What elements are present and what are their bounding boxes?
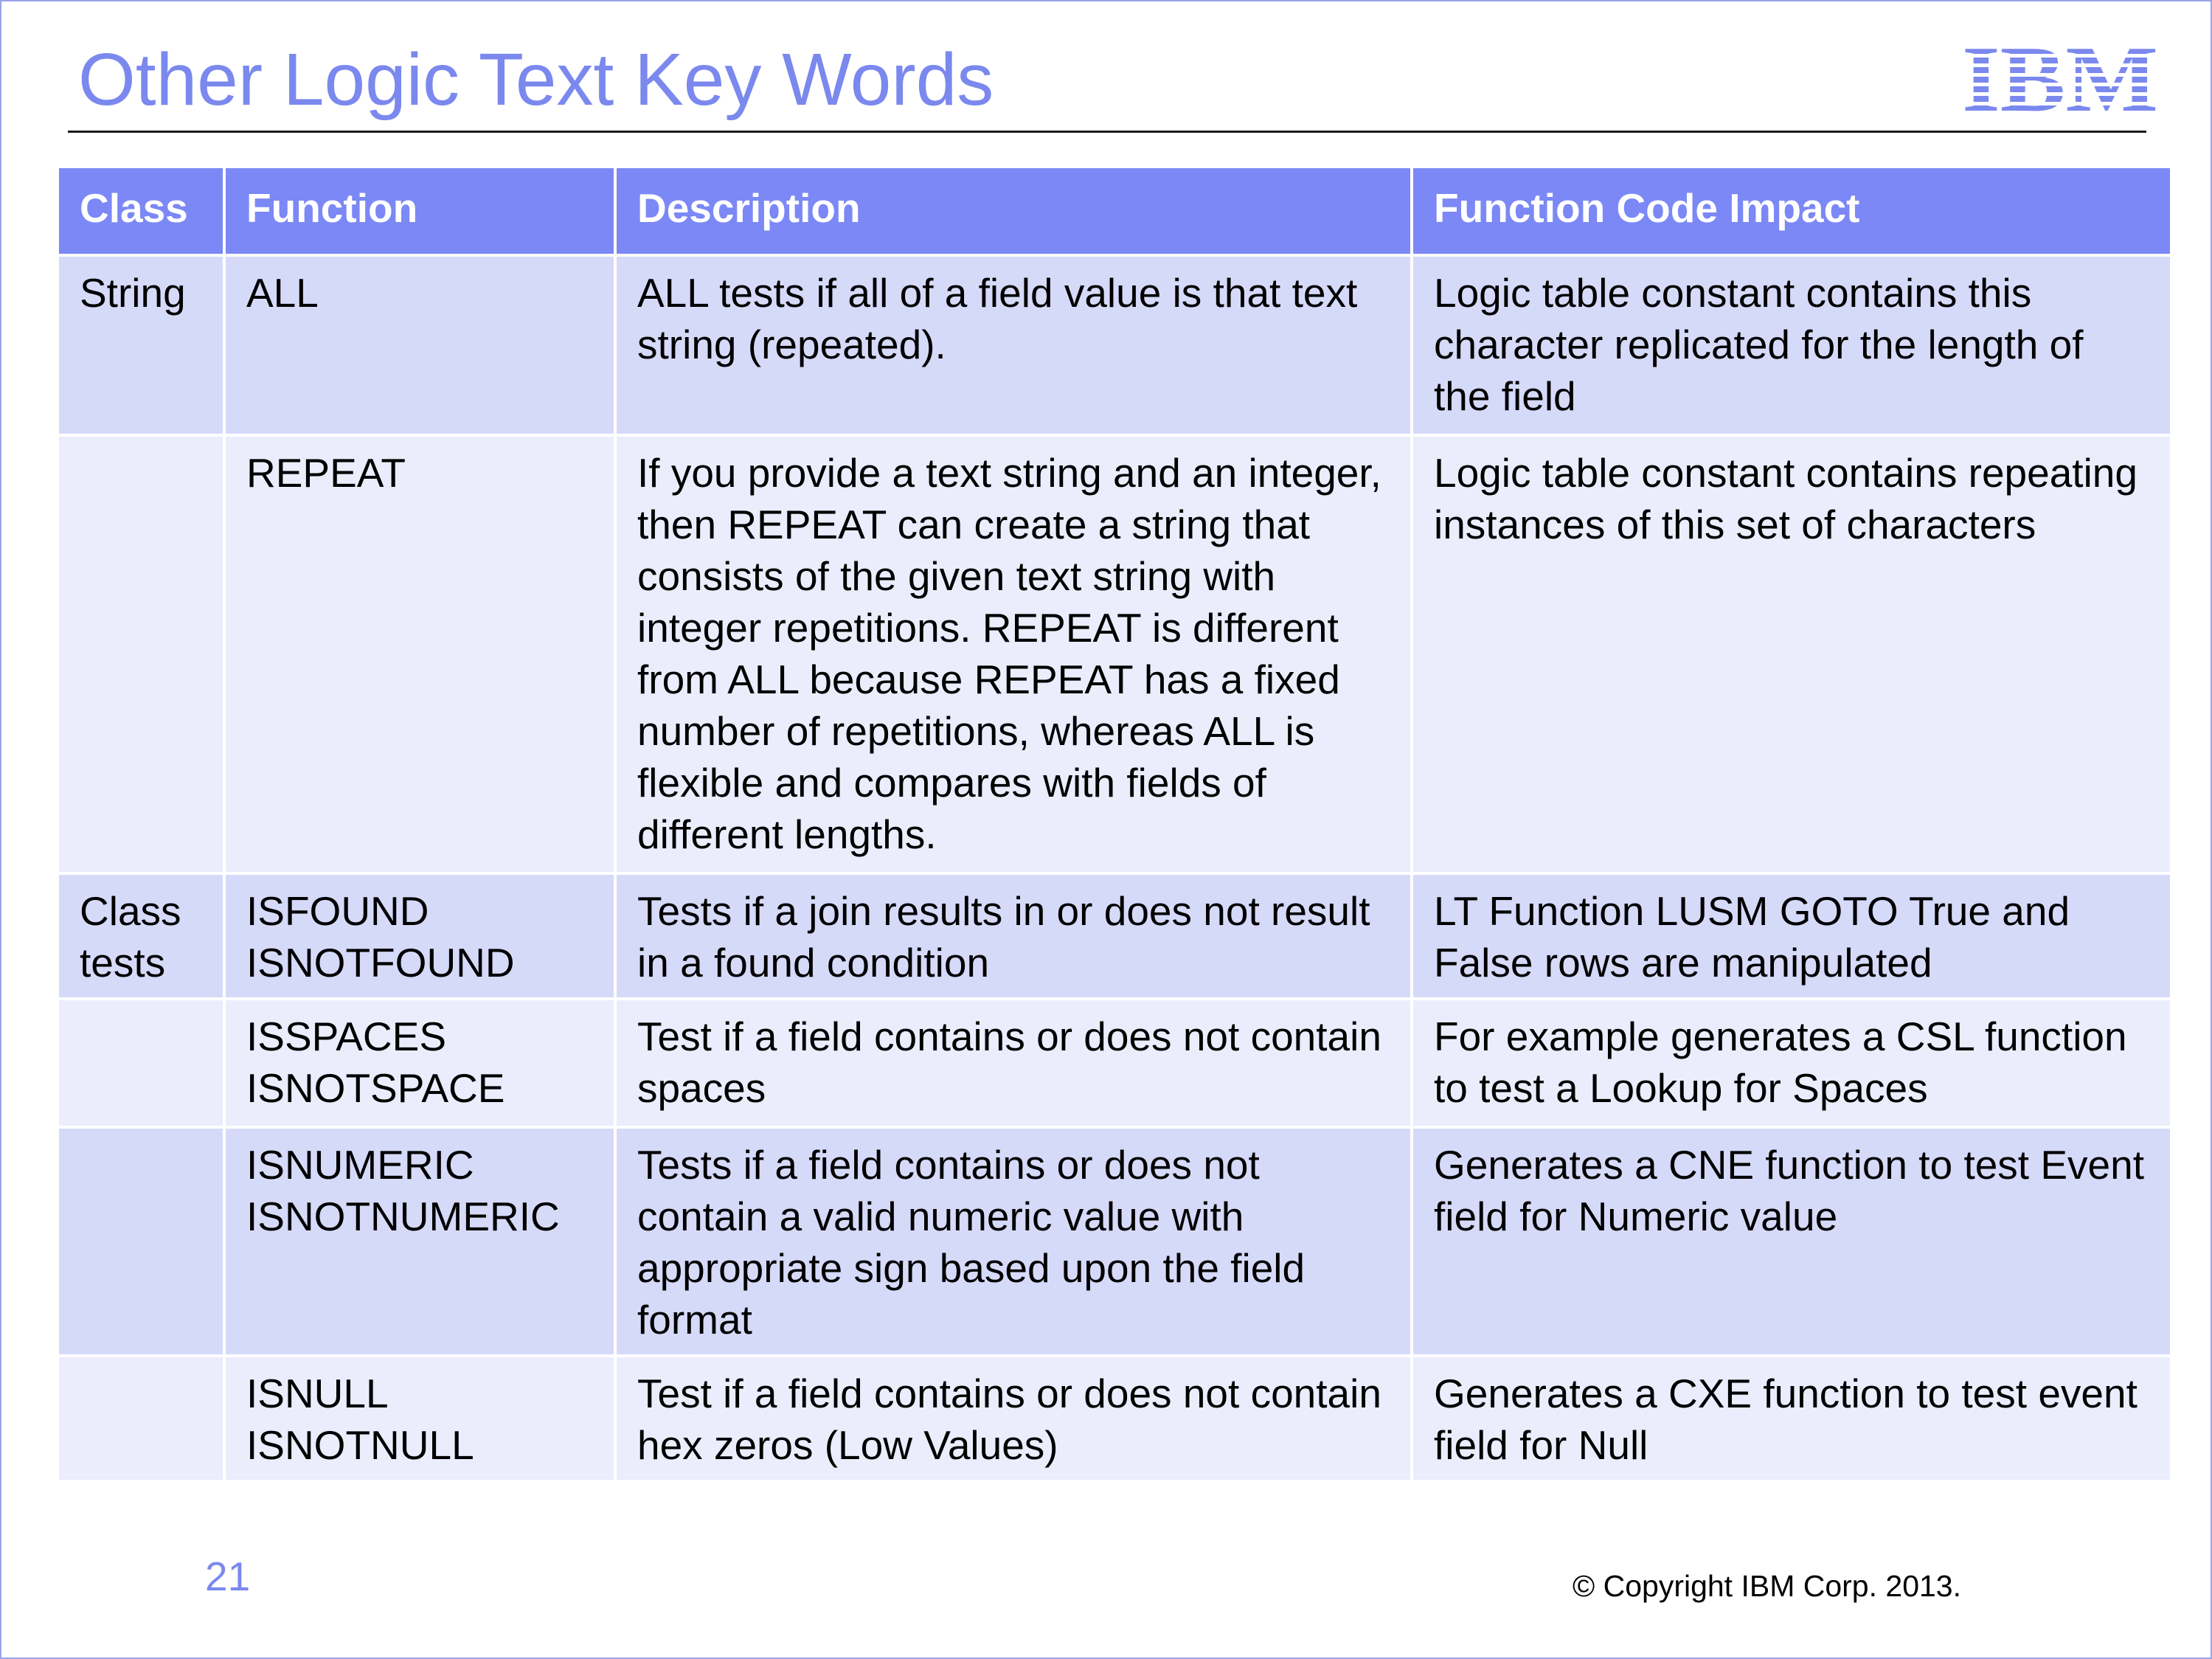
table-row <box>59 875 2170 997</box>
cell-function: ISNULL ISNOTNULL <box>226 1357 614 1480</box>
ibm-logo-graphic <box>1963 38 2157 115</box>
header-class: Class <box>59 168 223 254</box>
cell-impact: LT Function LUSM GOTO True and False rows are manipulated <box>1413 875 2170 997</box>
cell-function: ISNUMERIC ISNOTNUMERIC <box>226 1129 614 1354</box>
slide-title: Other Logic Text Key Words <box>78 38 994 121</box>
cell-impact: Generates a CNE function to test Event field for Numeric value <box>1413 1129 2170 1354</box>
cell-class <box>59 437 223 872</box>
ibm-logo <box>1963 38 2157 115</box>
cell-class <box>59 1000 223 1126</box>
cell-description: Tests if a field contains or does not contain a valid numeric value with appropriate sign based upon the field format <box>617 1129 1410 1354</box>
cell-function: ALL <box>226 257 614 434</box>
cell-impact: For example generates a CSL function to test a Lookup for Spaces <box>1413 1000 2170 1126</box>
cell-impact: Logic table constant contains this character replicated for the length of the field <box>1413 257 2170 434</box>
cell-function: ISFOUND ISNOTFOUND <box>226 875 614 997</box>
cell-description: ALL tests if all of a field value is that text string (repeated). <box>617 257 1410 434</box>
table-row <box>59 1000 2170 1126</box>
cell-impact: Generates a CXE function to test event field for Null <box>1413 1357 2170 1480</box>
cell-description: Tests if a join results in or does not result in a found condition <box>617 875 1410 997</box>
cell-description: Test if a field contains or does not contain spaces <box>617 1000 1410 1126</box>
cell-description: If you provide a text string and an integer, then REPEAT can create a string that consists of the given text string with integer repetitions. REPEAT is different from ALL because REPEAT has a fixed number of repetitions, whereas ALL is flexible and compares with fields of different lengths. <box>617 437 1410 872</box>
cell-impact: Logic table constant contains repeating instances of this set of characters <box>1413 437 2170 872</box>
cell-function: REPEAT <box>226 437 614 872</box>
header-function: Function <box>226 168 614 254</box>
table-row <box>59 1129 2170 1354</box>
header-description: Description <box>617 168 1410 254</box>
table-header-row <box>59 168 2170 254</box>
header-impact: Function Code Impact <box>1413 168 2170 254</box>
keywords-table <box>56 165 2173 1483</box>
page-number: 21 <box>205 1554 251 1599</box>
cell-class <box>59 1357 223 1480</box>
cell-function: ISSPACES ISNOTSPACE <box>226 1000 614 1126</box>
table-row <box>59 437 2170 872</box>
cell-description: Test if a field contains or does not contain hex zeros (Low Values) <box>617 1357 1410 1480</box>
title-divider <box>68 131 2146 133</box>
cell-class: Class tests <box>59 875 223 997</box>
table-row <box>59 257 2170 434</box>
cell-class <box>59 1129 223 1354</box>
cell-class: String <box>59 257 223 434</box>
copyright-notice: © Copyright IBM Corp. 2013. <box>1573 1569 1961 1603</box>
table-row <box>59 1357 2170 1480</box>
